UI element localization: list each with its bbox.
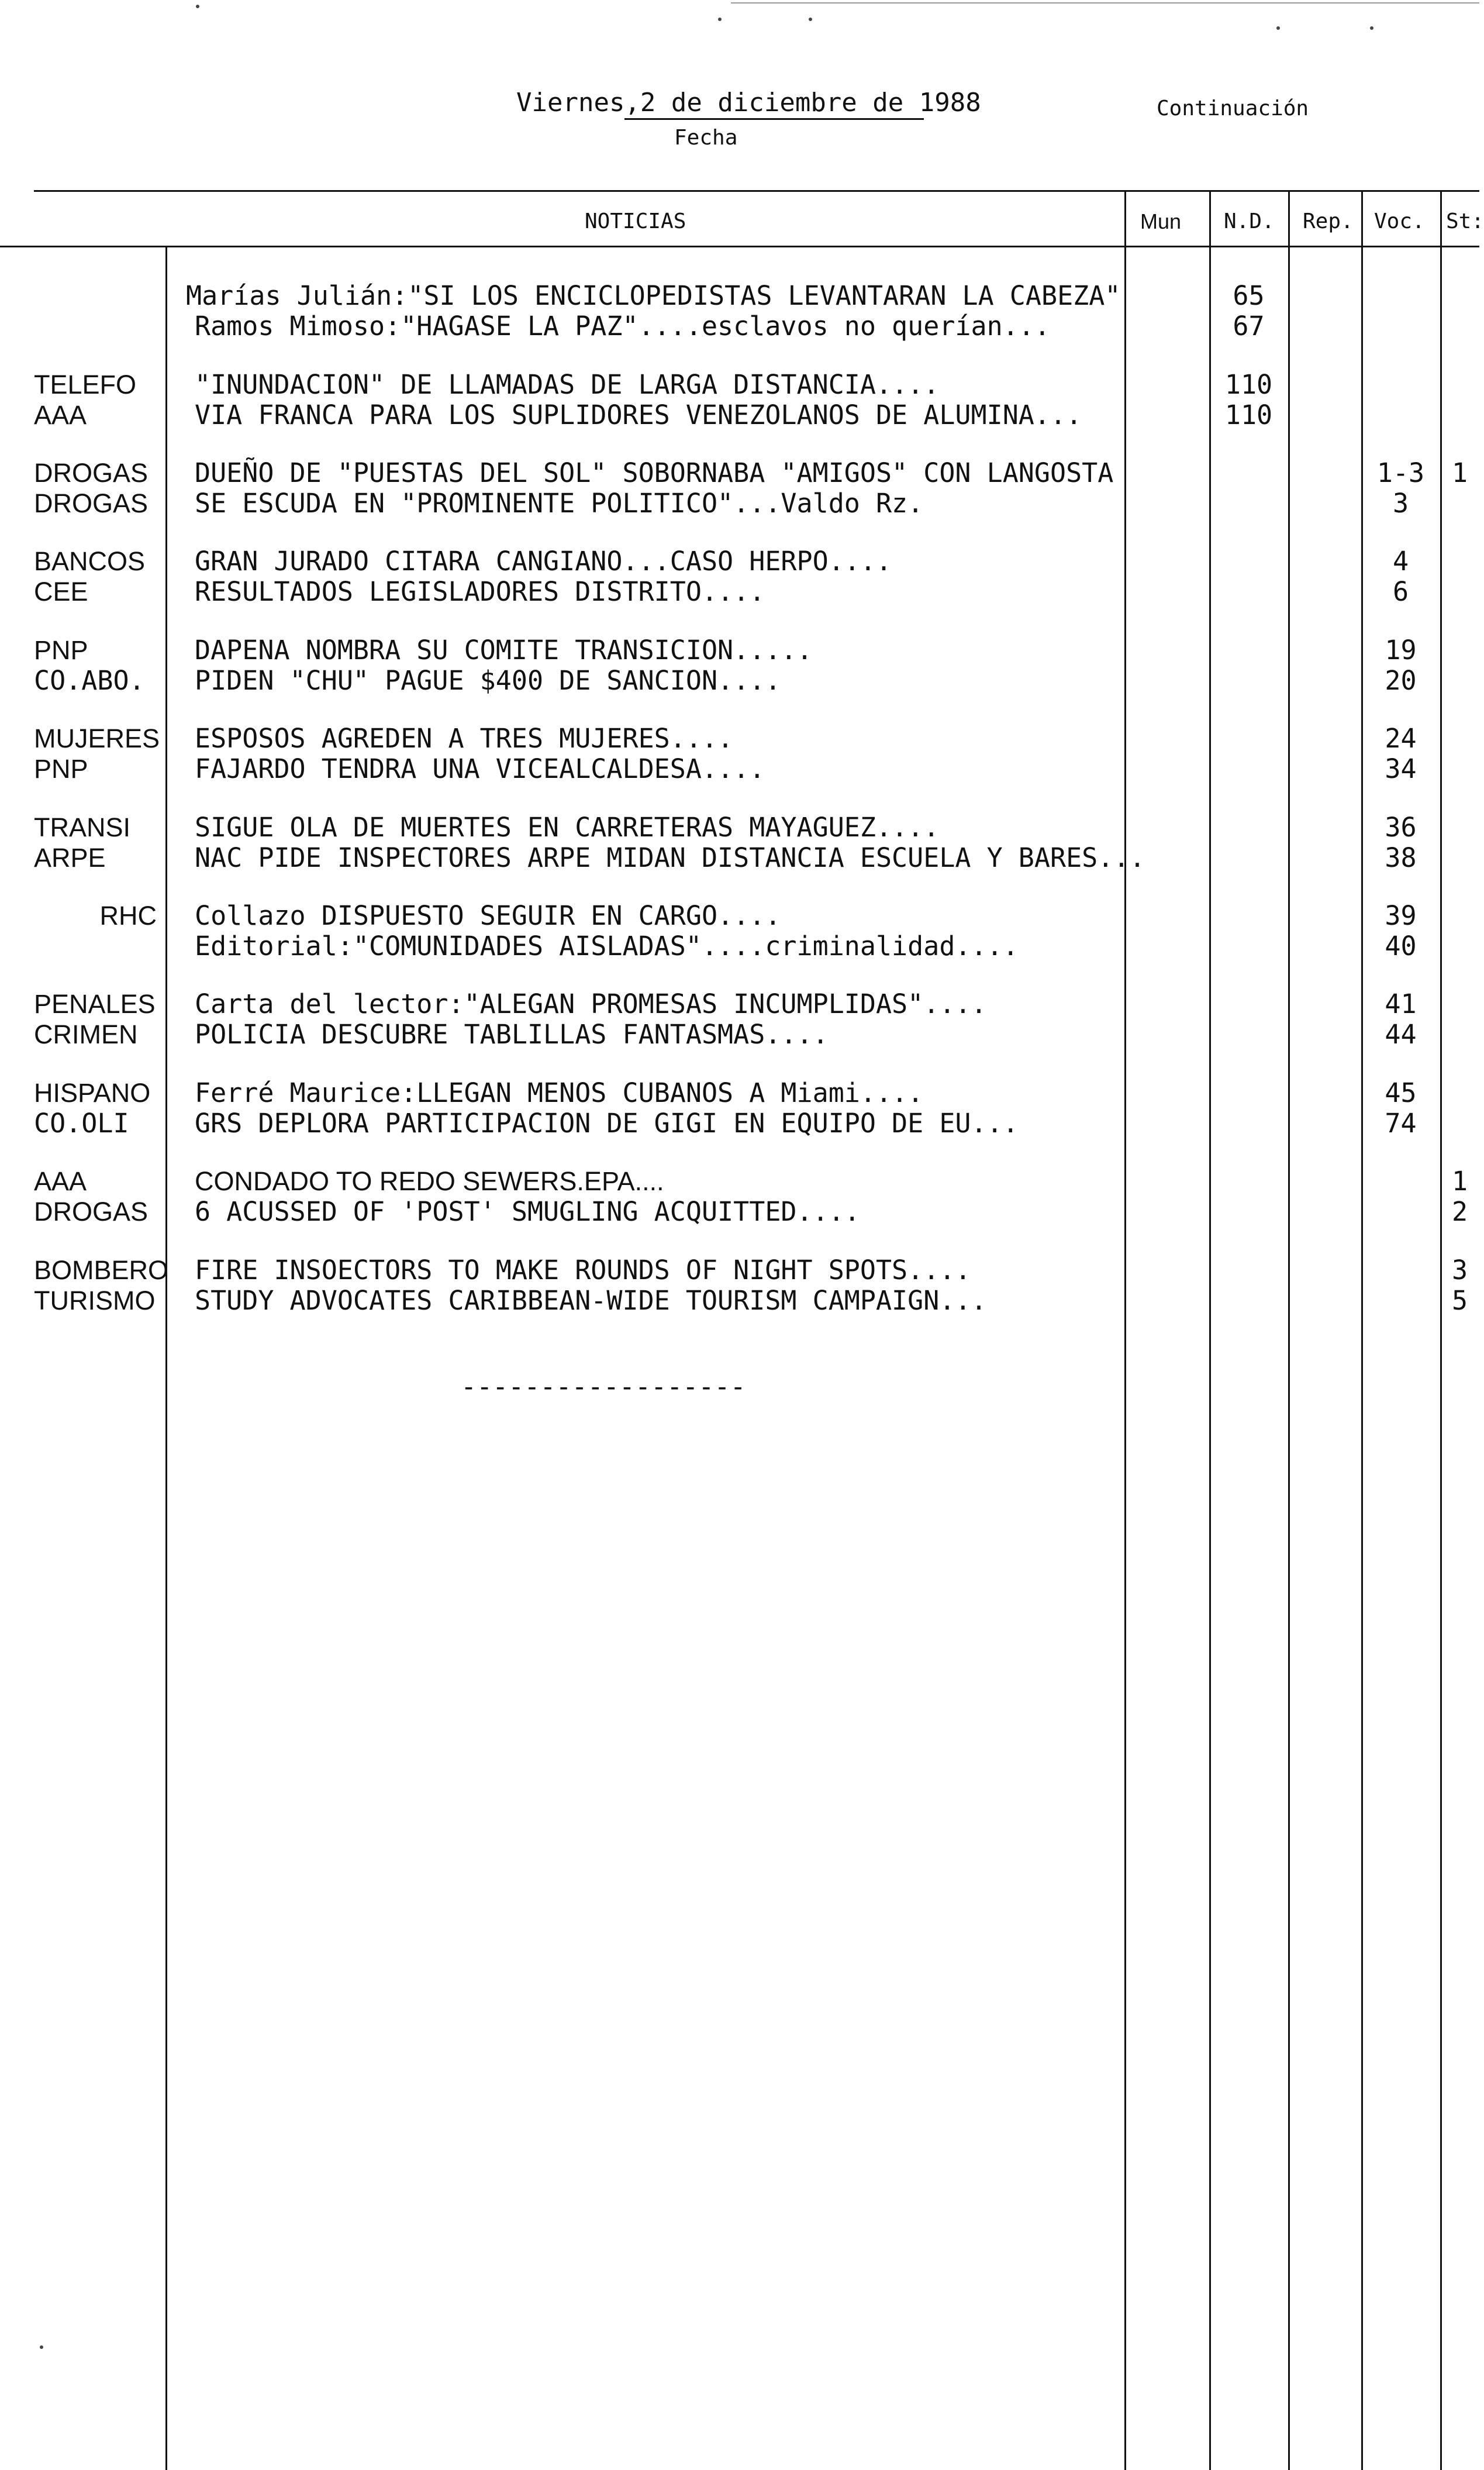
header-nd: N.D.	[1224, 209, 1275, 233]
row-category: TELEFO	[34, 370, 137, 399]
row-category: TURISMO	[34, 1286, 156, 1315]
row-st: 3	[1451, 1255, 1468, 1286]
row-voc: 4	[1392, 546, 1409, 577]
table-header-rule	[0, 246, 1479, 247]
end-separator: ------------------	[461, 1371, 746, 1402]
row-voc: 41	[1385, 988, 1417, 1019]
row-st: 1	[1451, 457, 1468, 488]
row-category: PNP	[34, 754, 88, 784]
row-category: AAA	[34, 400, 87, 430]
row-voc: 20	[1385, 665, 1417, 696]
row-headline: "INUNDACION" DE LLAMADAS DE LARGA DISTANCIA....	[195, 369, 940, 400]
column-divider-nd	[1209, 190, 1211, 2470]
row-voc: 36	[1385, 812, 1417, 843]
row-voc: 39	[1385, 900, 1417, 931]
row-category: RHC	[99, 901, 157, 931]
row-headline: STUDY ADVOCATES CARIBBEAN-WIDE TOURISM CAMPAIGN...	[195, 1285, 987, 1316]
column-divider-left	[165, 246, 167, 2470]
row-category: DROGAS	[34, 1197, 149, 1227]
row-headline: FIRE INSOECTORS TO MAKE ROUNDS OF NIGHT SPOTS....	[195, 1255, 971, 1286]
row-headline: DAPENA NOMBRA SU COMITE TRANSICION.....	[195, 635, 813, 666]
row-voc: 24	[1385, 723, 1417, 754]
continuation-label: Continuación	[1157, 97, 1309, 120]
row-category: CRIMEN	[34, 1019, 138, 1049]
speck	[1370, 26, 1373, 30]
row-category: HISPANO	[34, 1078, 151, 1108]
row-headline: ESPOSOS AGREDEN A TRES MUJERES....	[195, 723, 734, 754]
row-voc: 74	[1385, 1108, 1417, 1139]
speck	[40, 2345, 43, 2349]
row-category: CO.ABO.	[34, 665, 145, 696]
row-category: BOMBERO	[34, 1255, 169, 1285]
row-category: DROGAS	[34, 488, 149, 518]
row-headline: Editorial:"COMUNIDADES AISLADAS"....criminalidad....	[195, 931, 1019, 962]
row-headline: 6 ACUSSED OF 'POST' SMUGLING ACQUITTED....	[195, 1196, 860, 1227]
row-headline: Marías Julián:"SI LOS ENCICLOPEDISTAS LEVANTARAN LA CABEZA"	[186, 280, 1121, 311]
table-top-rule	[34, 190, 1479, 192]
header-noticias: NOTICIAS	[585, 209, 686, 233]
row-voc: 3	[1392, 488, 1409, 519]
row-headline: VIA FRANCA PARA LOS SUPLIDORES VENEZOLANOS DE ALUMINA...	[195, 399, 1082, 430]
column-divider-rep	[1288, 190, 1290, 2470]
row-voc: 19	[1385, 635, 1417, 666]
row-headline: SIGUE OLA DE MUERTES EN CARRETERAS MAYAGUEZ....	[195, 812, 940, 843]
row-category: TRANSI	[34, 812, 131, 842]
row-headline: POLICIA DESCUBRE TABLILLAS FANTASMAS....	[195, 1019, 829, 1050]
row-category: CO.OLI	[34, 1108, 129, 1139]
row-nd: 110	[1224, 369, 1273, 400]
row-headline: RESULTADOS LEGISLADORES DISTRITO....	[195, 576, 765, 607]
row-nd: 67	[1233, 311, 1265, 342]
header-st: St:	[1446, 209, 1484, 233]
row-headline: Ramos Mimoso:"HAGASE LA PAZ"....esclavos no querían...	[195, 311, 1050, 342]
row-headline: PIDEN "CHU" PAGUE $400 DE SANCION....	[195, 665, 781, 696]
row-nd: 65	[1233, 280, 1265, 311]
row-headline: Collazo DISPUESTO SEGUIR EN CARGO....	[195, 900, 781, 931]
speck	[718, 18, 722, 21]
row-headline: GRS DEPLORA PARTICIPACION DE GIGI EN EQUIPO DE EU...	[195, 1108, 1019, 1139]
row-category: BANCOS	[34, 546, 146, 576]
row-category: MUJERES	[34, 724, 160, 753]
row-headline: SE ESCUDA EN "PROMINENTE POLITICO"...Valdo Rz.	[195, 488, 924, 519]
row-headline: FAJARDO TENDRA UNA VICEALCALDESA....	[195, 753, 765, 784]
row-headline: DUEÑO DE "PUESTAS DEL SOL" SOBORNABA "AMIGOS" CON LANGOSTA	[195, 457, 1114, 488]
header-rep: Rep.	[1303, 209, 1354, 233]
row-nd: 110	[1224, 399, 1273, 430]
speck	[1276, 26, 1280, 30]
row-voc: 1-3	[1376, 457, 1425, 488]
row-headline: CONDADO TO REDO SEWERS.EPA....	[195, 1166, 664, 1196]
row-voc: 44	[1385, 1019, 1417, 1050]
row-voc: 34	[1385, 753, 1417, 784]
date-label: Fecha	[674, 126, 738, 150]
row-st: 1	[1451, 1166, 1468, 1197]
header-voc: Voc.	[1374, 209, 1425, 233]
speck	[196, 5, 199, 8]
speck	[809, 18, 812, 21]
date-text: Viernes,2 de diciembre de 1988	[516, 88, 981, 118]
row-voc: 38	[1385, 842, 1417, 873]
column-divider-mun	[1124, 190, 1126, 2470]
row-headline: Ferré Maurice:LLEGAN MENOS CUBANOS A Miami....	[195, 1077, 924, 1108]
row-st: 5	[1451, 1285, 1468, 1316]
row-category: PNP	[34, 635, 88, 665]
row-category: AAA	[34, 1166, 87, 1196]
top-edge-line	[731, 2, 1479, 4]
header-mun: Mun	[1140, 209, 1182, 233]
row-st: 2	[1451, 1196, 1468, 1227]
row-headline: GRAN JURADO CITARA CANGIANO...CASO HERPO....	[195, 546, 892, 577]
row-voc: 6	[1392, 576, 1409, 607]
row-category: ARPE	[34, 843, 106, 873]
row-headline: NAC PIDE INSPECTORES ARPE MIDAN DISTANCIA ESCUELA Y BARES...	[195, 842, 1145, 873]
row-category: PENALES	[34, 989, 156, 1019]
row-category: DROGAS	[34, 458, 149, 488]
row-headline: Carta del lector:"ALEGAN PROMESAS INCUMPLIDAS"....	[195, 988, 987, 1019]
row-voc: 40	[1385, 931, 1417, 962]
row-category: CEE	[34, 577, 88, 607]
row-voc: 45	[1385, 1077, 1417, 1108]
date-underline	[624, 118, 924, 120]
column-divider-st	[1440, 190, 1442, 2470]
column-divider-voc	[1361, 190, 1363, 2470]
